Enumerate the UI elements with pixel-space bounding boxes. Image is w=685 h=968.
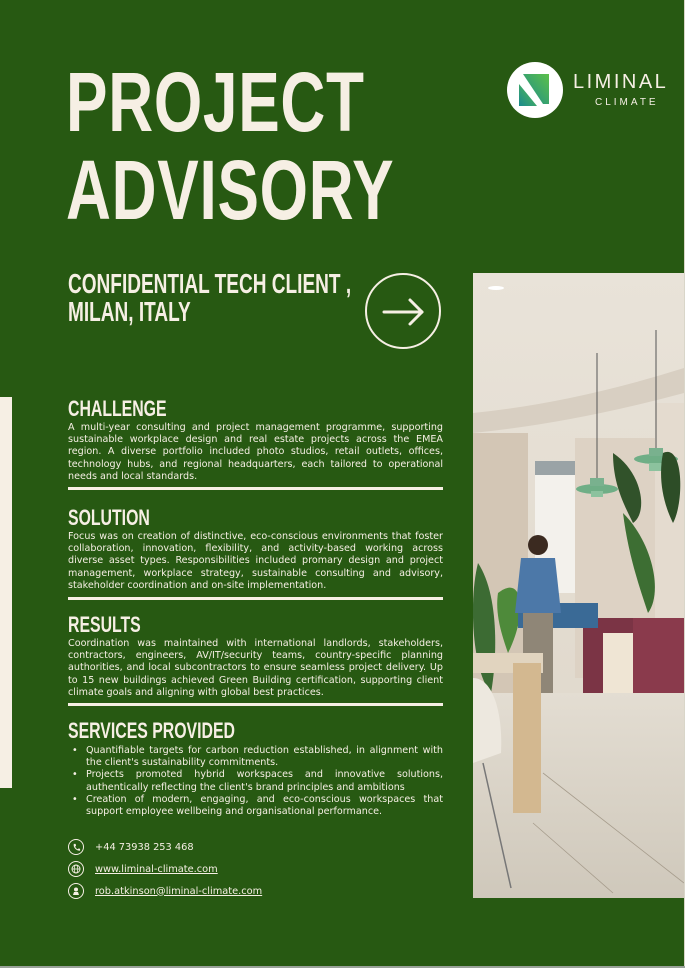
services-section — [68, 720, 443, 818]
solution-heading: SOLUTION — [68, 505, 150, 530]
solution-body: Focus was on creation of distinctive, eco-conscious environments that foster collaboration, innovation, flexibility, and activity-based working across diverse asset types. Responsibilities included promary design and project management, workplace strategy, sustainable consulting and advisory, stakeholder coordination and on-site implementation. — [68, 531, 443, 591]
services-heading: SERVICES PROVIDED — [68, 718, 235, 743]
company-logo — [507, 62, 685, 120]
results-body: Coordination was maintained with international landlords, stakeholders, contractors, engineers, AV/IT/security teams, country-specific planning authorities, and local subcontractors to ensure seamless project delivery. Up to 15 new buildings achieved Green Building certification, supporting client climate goals and aligning with global best practices. — [68, 638, 443, 698]
challenge-section — [68, 398, 443, 483]
website-link[interactable]: www.liminal-climate.com — [95, 863, 218, 875]
services-item: • Creation of modern, engaging, and eco-conscious workspaces that support employee wellbeing and organisational performance. — [86, 794, 443, 818]
contact-list — [68, 836, 262, 902]
title-line-1: PROJECT — [66, 55, 365, 149]
challenge-heading: CHALLENGE — [68, 396, 167, 421]
title-line-2: ADVISORY — [66, 143, 395, 237]
services-list — [68, 745, 443, 818]
contact-phone — [68, 836, 262, 858]
phone-icon — [68, 839, 84, 855]
logo-name: LIMINAL — [573, 71, 669, 93]
email-link[interactable]: rob.atkinson@liminal-climate.com — [95, 885, 263, 897]
contact-website — [68, 858, 262, 880]
services-item: • Projects promoted hybrid workspaces and innovative solutions, authentically reflecting the client's brand principles and ambitions — [86, 769, 443, 793]
decorative-side-strip — [0, 397, 12, 788]
section-divider — [68, 597, 443, 600]
globe-icon — [68, 861, 84, 877]
services-item: • Quantifiable targets for carbon reduction established, in alignment with the client's sustainability commitments. — [86, 745, 443, 769]
logo-mark-icon — [507, 62, 563, 118]
logo-subtitle: CLIMATE — [595, 97, 659, 108]
client-line-1: CONFIDENTIAL TECH CLIENT , — [68, 268, 352, 299]
section-divider — [68, 703, 443, 706]
results-heading: RESULTS — [68, 612, 141, 637]
client-location — [68, 270, 351, 326]
contact-email — [68, 880, 262, 902]
client-line-2: MILAN, ITALY — [68, 296, 191, 327]
phone-number: +44 73938 253 468 — [95, 841, 194, 853]
section-divider — [68, 487, 443, 490]
office-interior-photo — [473, 273, 684, 898]
challenge-body: A multi-year consulting and project management programme, supporting sustainable workplace design and real estate projects across the EMEA region. A diverse portfolio included photo studios, retail outlets, offices, technology hubs, and regional headquarters, each tailored to operational needs and local standards. — [68, 422, 443, 482]
next-arrow-button[interactable] — [365, 273, 441, 349]
results-section — [68, 614, 443, 699]
page-title — [66, 55, 395, 237]
person-pin-icon — [68, 883, 84, 899]
solution-section — [68, 507, 443, 592]
arrow-right-icon — [367, 275, 439, 347]
